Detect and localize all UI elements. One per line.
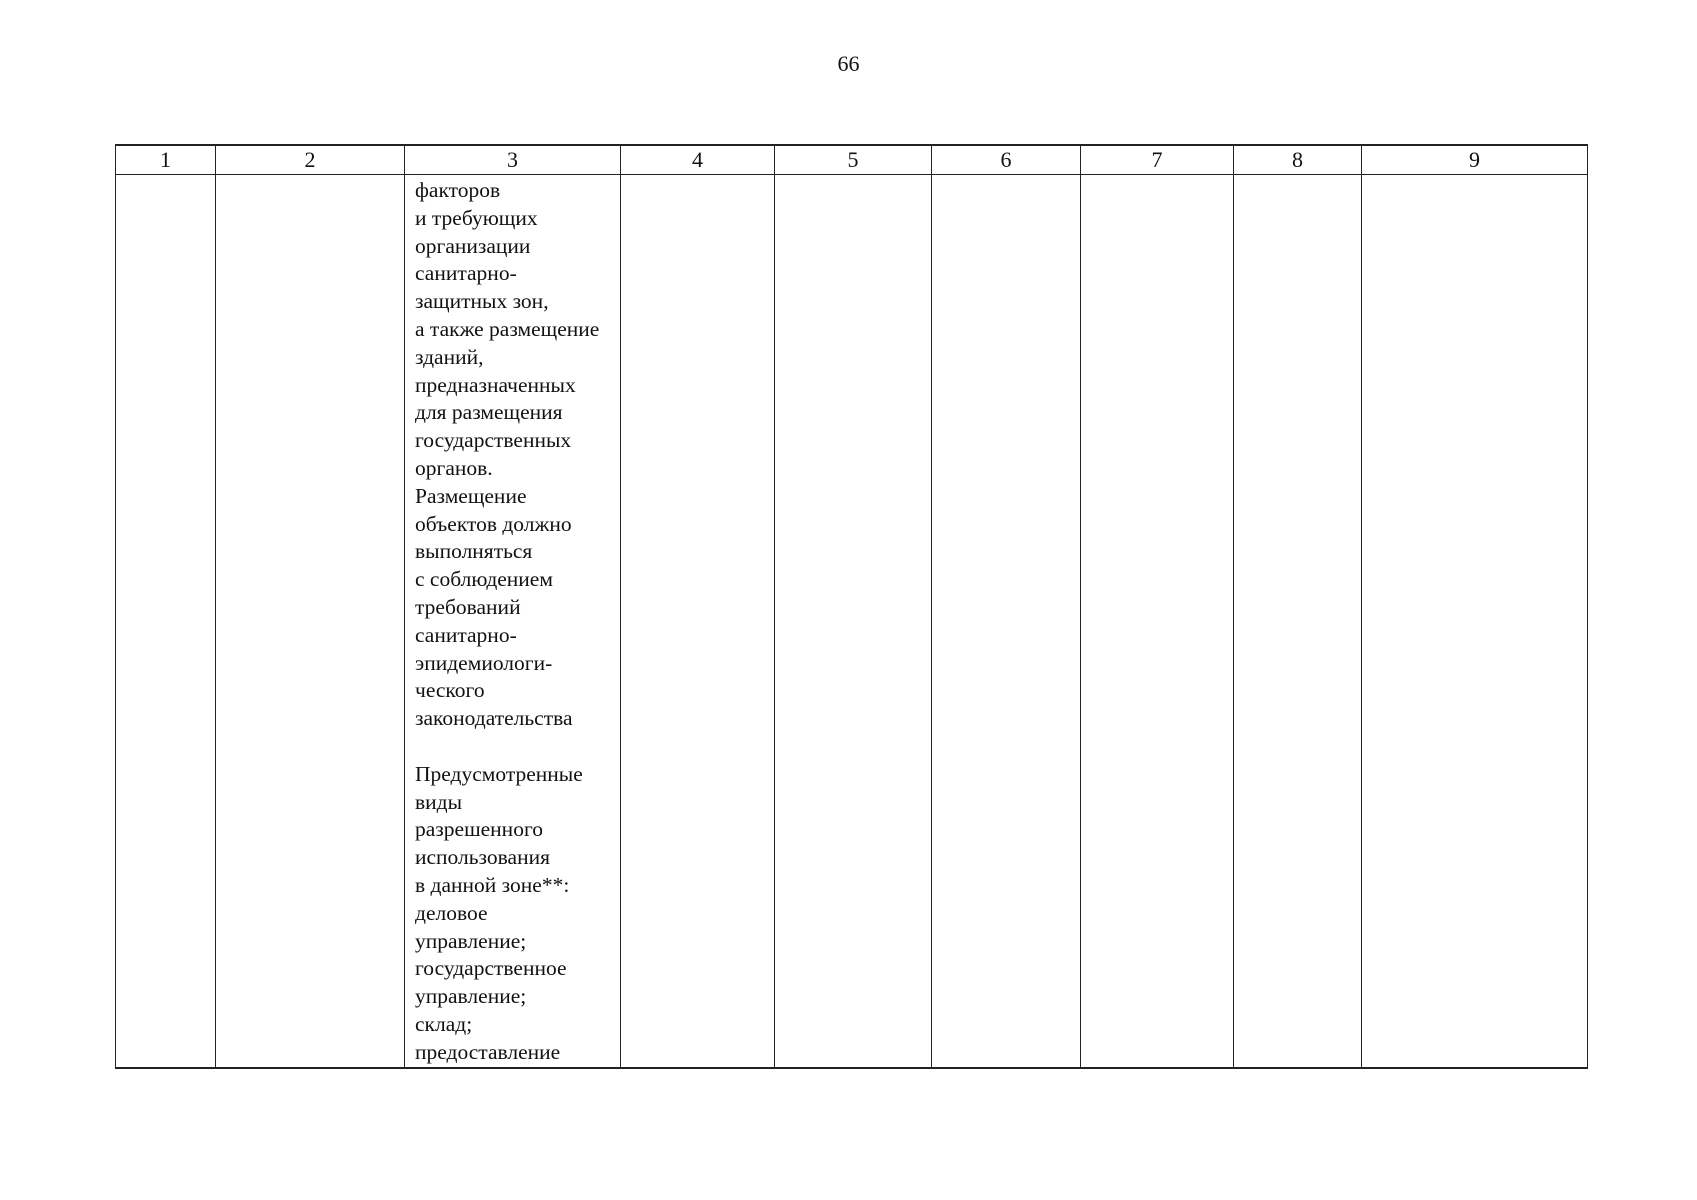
cell-col-2 [216,175,405,1068]
col-3-text-line: а также размещение [415,316,600,341]
col-3-text-line: использования [415,845,550,870]
cell-col-9 [1362,175,1588,1068]
column-header-7: 7 [1081,145,1234,175]
column-header-3: 3 [405,145,621,175]
page-number: 66 [837,51,860,76]
col-3-text-line: для размещения [415,400,563,425]
col-3-text-line: в данной зоне**: [415,872,570,897]
col-3-text-line: государственных [415,428,572,453]
col-3-text-line: предназначенных [415,372,576,397]
cell-col-8 [1234,175,1362,1068]
column-header-2: 2 [216,145,405,175]
col-3-text-line: разрешенного [415,817,543,842]
col-3-text-line: эпидемиологи- [415,650,553,675]
column-header-9: 9 [1362,145,1588,175]
column-header-1: 1 [116,145,216,175]
col-3-text-line: факторов [415,178,501,202]
column-header-8: 8 [1234,145,1362,175]
col-3-text-line: органов. [415,455,493,480]
col-3-text-line [415,733,620,761]
col-3-text-line: объектов должно [415,511,572,536]
col-3-text-line: Предусмотренные [415,761,583,786]
col-3-text-line: деловое [415,900,488,925]
col-3-text-line: законодательства [415,706,573,731]
col-3-text-line: организации [415,233,531,258]
col-3-text-line: предоставление [415,1039,561,1064]
col-3-text-line: управление; [415,984,527,1009]
col-3-text-line: защитных зон, [415,289,549,314]
column-number-row [116,145,1588,175]
col-3-text-line: санитарно- [415,622,517,647]
cell-col-1 [116,175,216,1068]
cell-col-4 [621,175,775,1068]
col-3-text-line: Размещение [415,483,527,508]
col-3-text-line: управление; [415,928,527,953]
zoning-table [115,144,1588,1069]
column-header-4: 4 [621,145,775,175]
col-3-text-line: государственное [415,956,567,981]
cell-col-7 [1081,175,1234,1068]
col-3-text-line: выполняться [415,539,533,564]
col-3-text-line: склад; [415,1011,473,1036]
col-3-text-line: виды [415,789,463,814]
cell-col-3 [405,175,621,1068]
cell-col-6 [932,175,1081,1068]
col-3-text-line: санитарно- [415,261,517,286]
column-header-5: 5 [775,145,932,175]
col-3-text-line: и требующих [415,205,538,230]
col-3-text-line: ческого [415,678,485,703]
col-3-text [405,175,620,1067]
col-3-text-line: требований [415,594,521,619]
col-3-text-line: зданий, [415,344,484,369]
col-3-text-line: с соблюдением [415,567,553,592]
table-row [116,175,1588,1068]
cell-col-5 [775,175,932,1068]
column-header-6: 6 [932,145,1081,175]
